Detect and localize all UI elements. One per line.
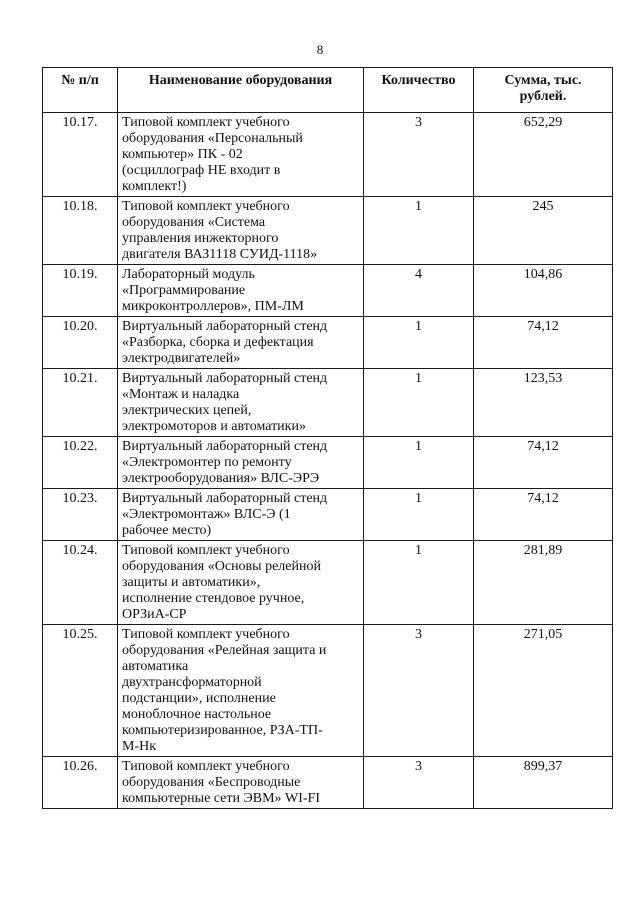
row-num: 10.25. (43, 625, 118, 757)
row-name: Лабораторный модуль «Программирование микроконтроллеров», ПМ-ЛМ (118, 265, 364, 317)
table-row (43, 113, 613, 197)
row-num: 10.21. (43, 369, 118, 437)
row-name: Типовой комплект учебного оборудования «Система управления инжекторного двигателя ВАЗ1118 СУИД-1118» (118, 197, 364, 265)
header-sum: Сумма, тыс. рублей. (474, 68, 613, 113)
row-num: 10.23. (43, 489, 118, 541)
table-row (43, 197, 613, 265)
row-qty: 3 (364, 625, 474, 757)
row-qty: 3 (364, 757, 474, 809)
table-row (43, 317, 613, 369)
row-qty: 4 (364, 265, 474, 317)
row-num: 10.17. (43, 113, 118, 197)
row-sum: 74,12 (474, 437, 613, 489)
row-num: 10.22. (43, 437, 118, 489)
row-sum: 245 (474, 197, 613, 265)
row-sum: 652,29 (474, 113, 613, 197)
row-name: Типовой комплект учебного оборудования «Беспроводные компьютерные сети ЭВМ» WI-FI (118, 757, 364, 809)
table-row (43, 541, 613, 625)
table-row (43, 625, 613, 757)
row-sum: 281,89 (474, 541, 613, 625)
row-name: Типовой комплект учебного оборудования «Релейная защита и автоматика двухтрансформаторной подстанции», исполнение моноблочное настольное компьютеризированное, РЗА-ТП- М-Нк (118, 625, 364, 757)
row-qty: 1 (364, 369, 474, 437)
row-sum: 123,53 (474, 369, 613, 437)
table-row (43, 437, 613, 489)
row-qty: 1 (364, 541, 474, 625)
row-qty: 1 (364, 437, 474, 489)
equipment-table (42, 67, 613, 809)
row-name: Виртуальный лабораторный стенд «Электромонтер по ремонту электрооборудования» ВЛС-ЭРЭ (118, 437, 364, 489)
row-num: 10.20. (43, 317, 118, 369)
row-num: 10.19. (43, 265, 118, 317)
row-num: 10.18. (43, 197, 118, 265)
row-name: Типовой комплект учебного оборудования «Персональный компьютер» ПК - 02 (осциллограф НЕ входит в комплект!) (118, 113, 364, 197)
table-header-row (43, 68, 613, 113)
table-row (43, 265, 613, 317)
header-name: Наименование оборудования (118, 68, 364, 113)
row-num: 10.26. (43, 757, 118, 809)
row-qty: 3 (364, 113, 474, 197)
table-row (43, 369, 613, 437)
row-name: Типовой комплект учебного оборудования «Основы релейной защиты и автоматики», исполнение стендовое ручное, ОРЗиА-СР (118, 541, 364, 625)
row-sum: 74,12 (474, 489, 613, 541)
row-qty: 1 (364, 489, 474, 541)
row-sum: 74,12 (474, 317, 613, 369)
table-row (43, 757, 613, 809)
page-number: 8 (316, 42, 324, 57)
row-name: Виртуальный лабораторный стенд «Монтаж и наладка электрических цепей, электромоторов и автоматики» (118, 369, 364, 437)
header-qty: Количество (364, 68, 474, 113)
row-name: Виртуальный лабораторный стенд «Разборка, сборка и дефектация электродвигателей» (118, 317, 364, 369)
row-sum: 899,37 (474, 757, 613, 809)
header-num: № п/п (43, 68, 118, 113)
row-qty: 1 (364, 197, 474, 265)
row-sum: 104,86 (474, 265, 613, 317)
table-row (43, 489, 613, 541)
row-qty: 1 (364, 317, 474, 369)
row-num: 10.24. (43, 541, 118, 625)
row-sum: 271,05 (474, 625, 613, 757)
row-name: Виртуальный лабораторный стенд «Электромонтаж» ВЛС-Э (1 рабочее место) (118, 489, 364, 541)
